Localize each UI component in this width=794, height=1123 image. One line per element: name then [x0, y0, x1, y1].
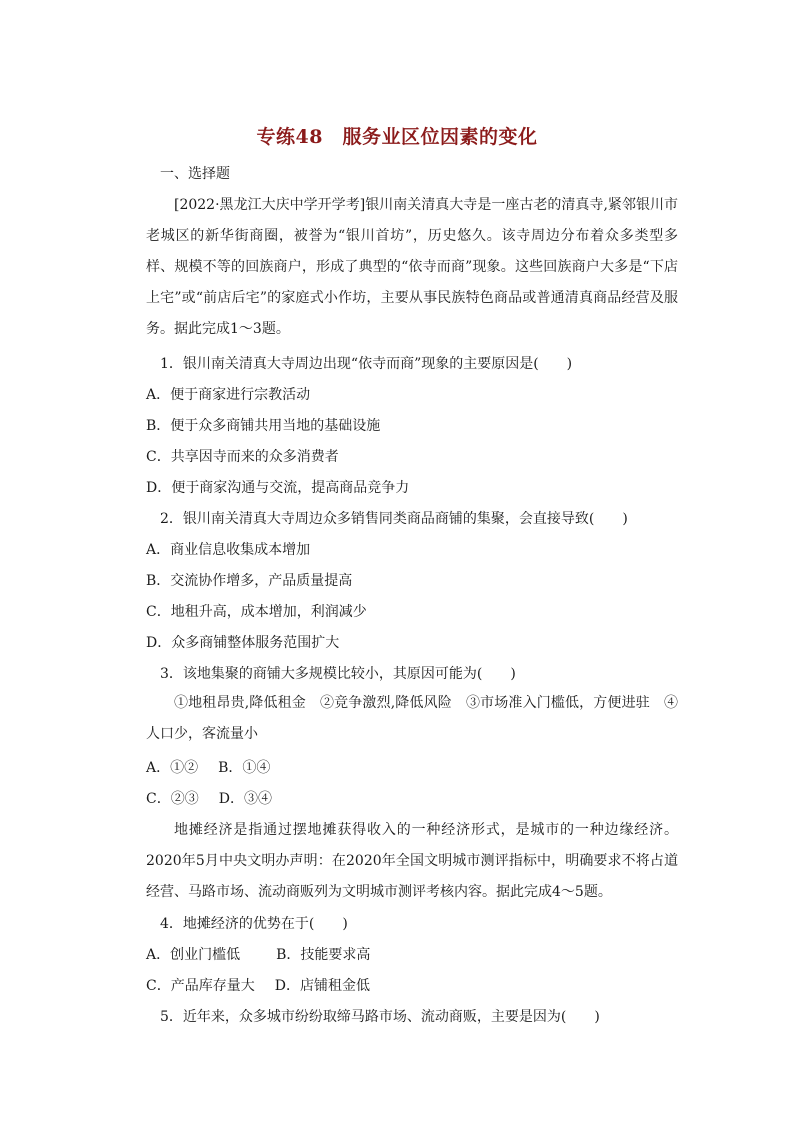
- question-3-options-row-1: [146, 757, 270, 777]
- question-4-options-row-1: [146, 944, 370, 964]
- question-2-stem: 2．银川南关清真大寺周边众多销售同类商品商铺的集聚，会直接导致( ): [160, 511, 628, 527]
- question-3-option-c: C．②③: [146, 791, 199, 807]
- question-3-statements: ①地租昂贵,降低租金 ②竞争激烈,降低风险 ③市场准入门槛低，方便进驻 ④人口少，客流量小: [146, 695, 678, 742]
- question-2-option-a: A．商业信息收集成本增加: [146, 542, 311, 558]
- question-4-option-a: A．创业门槛低: [146, 947, 241, 963]
- question-4-option-c: C．产品库存量大: [146, 978, 255, 994]
- section-heading: 一、选择题: [160, 166, 230, 182]
- question-2-option-d: D．众多商铺整体服务范围扩大: [146, 635, 340, 651]
- question-5-stem: 5．近年来，众多城市纷纷取缔马路市场、流动商贩，主要是因为( ): [160, 1009, 600, 1025]
- question-1-option-a: A．便于商家进行宗教活动: [146, 387, 311, 403]
- question-4-stem: 4．地摊经济的优势在于( ): [160, 916, 348, 932]
- question-1-stem: 1．银川南关清真大寺周边出现“依寺而商”现象的主要原因是( ): [160, 356, 573, 372]
- question-3-stem: 3．该地集聚的商铺大多规模比较小，其原因可能为( ): [160, 666, 516, 682]
- question-2-option-c: C．地租升高，成本增加，利润减少: [146, 604, 367, 620]
- question-4-option-b: B．技能要求高: [276, 947, 371, 963]
- question-3-option-b: B．①④: [218, 760, 271, 776]
- passage-2: 地摊经济是指通过摆地摊获得收入的一种经济形式，是城市的一种边缘经济。2020年5月中央文明办声明：在2020年全国文明城市测评指标中，明确要求不将占道经营、马路市场、流动商贩列为文明城市测评考核内容。据此完成4～5题。: [146, 822, 678, 900]
- question-2-option-b: B．交流协作增多，产品质量提高: [146, 573, 353, 589]
- question-1-option-b: B．便于众多商铺共用当地的基础设施: [146, 418, 381, 434]
- question-1-option-c: C．共享因寺而来的众多消费者: [146, 449, 339, 465]
- question-1-option-d: D．便于商家沟通与交流，提高商品竞争力: [146, 480, 410, 496]
- page-title: 专练48 服务业区位因素的变化: [256, 126, 538, 148]
- question-3-option-d: D．③④: [218, 791, 272, 807]
- question-3-options-row-2: [146, 788, 272, 808]
- passage-1: [2022·黑龙江大庆中学开学考]银川南关清真大寺是一座古老的清真寺,紧邻银川市老城区的新华街商圈，被誉为“银川首坊”，历史悠久。该寺周边分布着众多类型多样、规模不等的回族商户，形成了典型的“依寺而商”现象。这些回族商户大多是“下店上宅”或“前店后宅”的家庭式小作坊，主要从事民族特色商品或普通清真商品经营及服务。据此完成1～3题。: [146, 197, 678, 337]
- question-4-option-d: D．店铺租金低: [274, 978, 370, 994]
- question-4-options-row-2: [146, 975, 370, 995]
- question-3-option-a: A．①②: [146, 760, 199, 776]
